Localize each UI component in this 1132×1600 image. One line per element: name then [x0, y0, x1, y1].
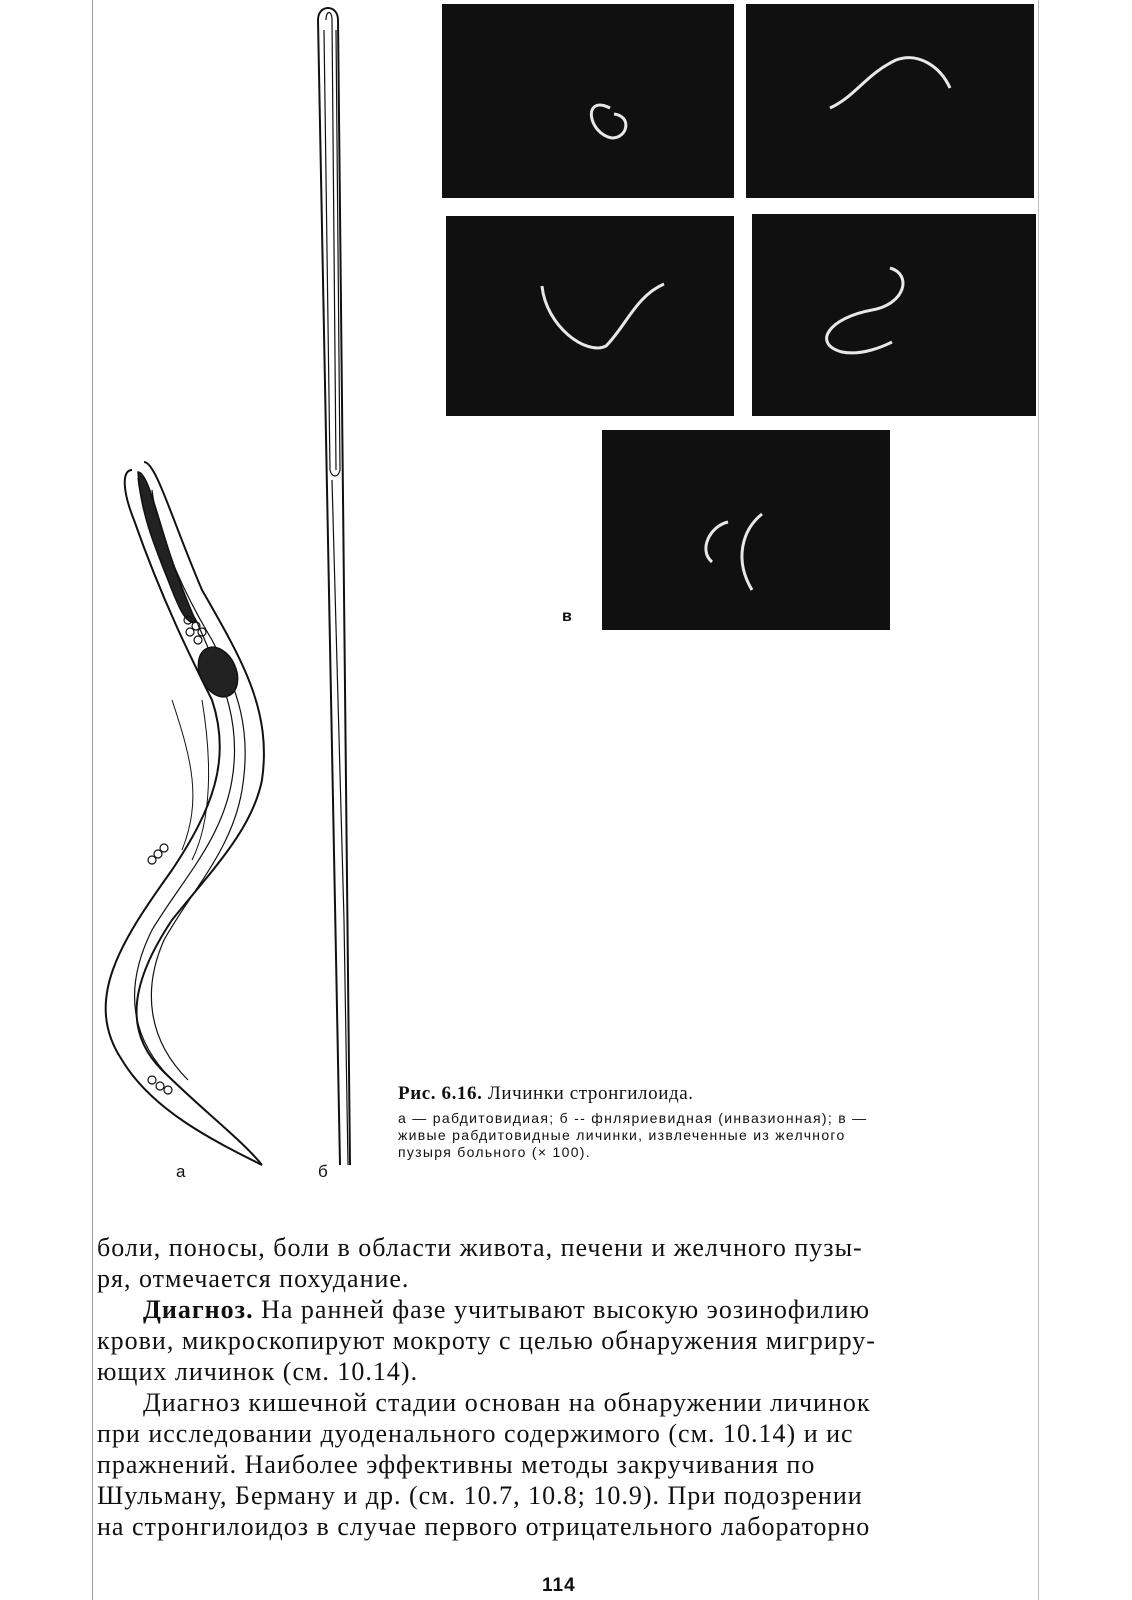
- larva-a-esophagus: [138, 472, 245, 703]
- text-line: пражнений. Наиболее эффективны методы закручивания по: [97, 1450, 816, 1479]
- text-line: ря, отмечается похудание.: [97, 1264, 410, 1293]
- text-line: ющих личинок (см. 10.14).: [97, 1357, 419, 1386]
- caption-title: Личинки стронгилоида.: [487, 1083, 694, 1104]
- panel-label-v: в: [562, 608, 572, 625]
- larva-photo-2: [746, 4, 1034, 198]
- text-line: на стронгилоидоз в случае первого отрицательного лабораторно: [97, 1512, 871, 1541]
- panel-label-a: а: [176, 1162, 186, 1181]
- larva-photo-5: [602, 430, 890, 630]
- paragraph-diagnosis-first-line: [97, 1294, 1038, 1325]
- text-line: крови, микроскопируют мокроту с целью обнаружения мигриру-: [97, 1326, 876, 1355]
- larva-photo-4: [752, 214, 1036, 416]
- figure-caption: [398, 1082, 1040, 1161]
- page-number: 114: [542, 1575, 576, 1596]
- filariform-larva-drawing: [318, 8, 350, 1165]
- text-line: Диагноз кишечной стадии основан на обнаружении личинок: [143, 1388, 871, 1417]
- diagnosis-heading: Диагноз.: [143, 1295, 254, 1324]
- caption-line-3: пузыря больного (× 100).: [398, 1144, 591, 1160]
- panel-label-b: б: [318, 1162, 328, 1181]
- rhabditiform-larva-drawing: [106, 462, 264, 1165]
- larva-a-cells: [148, 616, 206, 1094]
- body-text: [97, 1232, 1038, 1542]
- larva-photo-1: [442, 4, 734, 198]
- text-line: при исследовании дуоденального содержимого (см. 10.14) и ис: [97, 1419, 854, 1448]
- caption-title-line: [398, 1082, 1040, 1106]
- caption-label: Рис. 6.16.: [398, 1083, 483, 1104]
- text-line: боли, поносы, боли в области живота, печени и желчного пузы-: [97, 1233, 863, 1262]
- caption-line-1: а — рабдитовидиая; б -- фнляриевидная (инвазионная); в —: [398, 1110, 868, 1126]
- caption-line-2: живые рабдитовидные личинки, извлеченные из желчного: [398, 1127, 846, 1143]
- scan-edge-right: [1038, 0, 1039, 1600]
- larva-photo-3: [446, 216, 734, 416]
- text-line: На ранней фазе учитывают высокую эозинофилию: [261, 1295, 870, 1324]
- text-line: Шульману, Берману и др. (см. 10.7, 10.8; 10.9). При подозрении: [97, 1481, 863, 1510]
- larvae-line-drawings: [92, 0, 392, 1210]
- caption-body: [398, 1110, 1040, 1161]
